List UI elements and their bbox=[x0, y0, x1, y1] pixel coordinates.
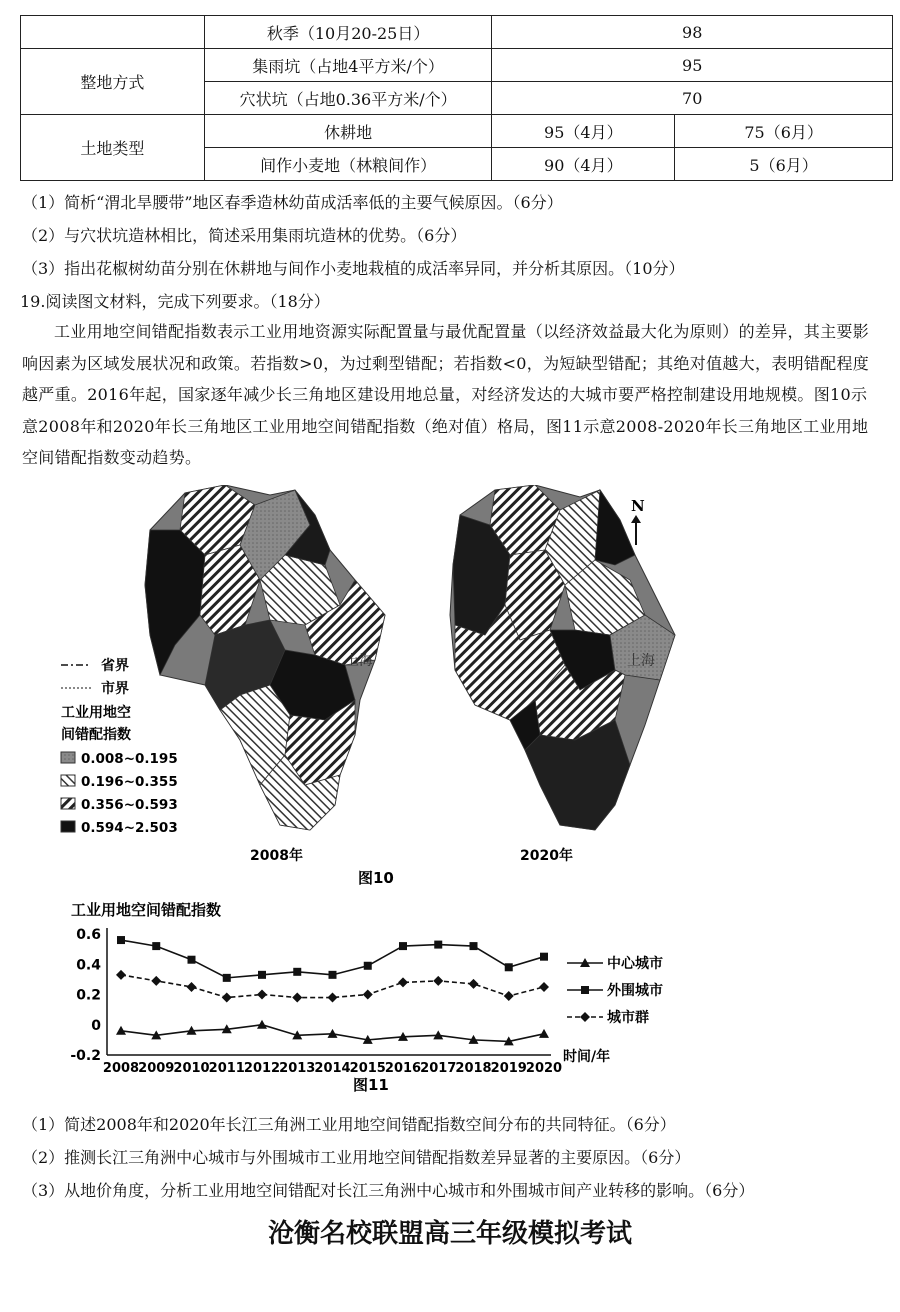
data-point-square bbox=[329, 971, 337, 979]
x-tick-label: 2016 bbox=[384, 1061, 422, 1076]
north-arrowhead-icon bbox=[631, 515, 641, 523]
question-18-2: （2）与穴状坑造林相比，简述采用集雨坑造林的优势。（6分） bbox=[22, 226, 467, 245]
table-cell: 95 bbox=[492, 49, 893, 82]
y-tick-label: 0.2 bbox=[76, 987, 101, 1004]
x-tick-label: 2011 bbox=[208, 1061, 245, 1076]
exam-title: 沧衡名校联盟高三年级模拟考试 bbox=[267, 1219, 632, 1249]
figure-10-legend bbox=[61, 657, 178, 836]
data-point-square bbox=[223, 974, 231, 982]
x-tick-label: 2020 bbox=[525, 1061, 563, 1076]
legend-label: 城市群 bbox=[607, 1010, 649, 1026]
north-label: N bbox=[631, 497, 645, 515]
data-point-square bbox=[470, 942, 478, 950]
data-point-square bbox=[293, 968, 301, 976]
x-tick-label: 2015 bbox=[349, 1061, 386, 1076]
question-19-1: （1）简述2008年和2020年长江三角洲工业用地空间错配指数空间分布的共同特征。（6分） bbox=[22, 1115, 676, 1134]
data-point-square bbox=[152, 942, 160, 950]
data-point-triangle bbox=[116, 1026, 126, 1035]
table-cell: 土地类型 bbox=[21, 115, 205, 181]
data-point-diamond bbox=[433, 976, 443, 986]
y-tick-label: 0.6 bbox=[76, 927, 101, 943]
question-18-1: （1）简析“渭北旱腰带”地区春季造林幼苗成活率低的主要气候原因。（6分） bbox=[22, 193, 563, 212]
legend-title-line1: 工业用地空 bbox=[61, 705, 131, 721]
legend-city-border: 市界 bbox=[101, 681, 129, 697]
y-tick-label: -0.2 bbox=[70, 1048, 101, 1064]
legend-label: 外围城市 bbox=[607, 983, 663, 999]
question-18-3: （3）指出花椒树幼苗分别在休耕地与间作小麦地栽植的成活率异同，并分析其原因。（10分） bbox=[22, 259, 685, 278]
table-cell: 70 bbox=[492, 82, 893, 115]
map-2008 bbox=[145, 485, 385, 830]
data-point-square bbox=[364, 962, 372, 970]
figure-11-chart bbox=[55, 897, 715, 1097]
table-row bbox=[21, 16, 893, 49]
table-cell: 98 bbox=[492, 16, 893, 49]
data-point-diamond bbox=[363, 990, 373, 1000]
data-point-diamond bbox=[222, 993, 232, 1003]
figure-10-maps bbox=[55, 485, 695, 890]
x-tick-label: 2018 bbox=[455, 1061, 492, 1076]
table-cell: 秋季（10月20-25日） bbox=[204, 16, 492, 49]
x-tick-label: 2010 bbox=[173, 1061, 210, 1076]
table-cell: 75（6月） bbox=[675, 115, 893, 148]
legend-class-3: 0.356~0.593 bbox=[81, 797, 178, 813]
planting-table bbox=[20, 15, 893, 181]
x-tick-label: 2019 bbox=[490, 1061, 527, 1076]
data-point-diamond bbox=[504, 991, 514, 1001]
x-tick-label: 2017 bbox=[420, 1061, 457, 1076]
y-tick-label: 0 bbox=[91, 1017, 101, 1034]
data-point-diamond bbox=[151, 976, 161, 986]
data-point-diamond bbox=[469, 979, 479, 989]
shanghai-label-2008: 上海 bbox=[345, 653, 373, 669]
table-cell: 穴状坑（占地0.36平方米/个） bbox=[204, 82, 492, 115]
data-point-diamond bbox=[292, 993, 302, 1003]
table-cell: 95（4月） bbox=[492, 115, 675, 148]
x-tick-label: 2013 bbox=[279, 1061, 316, 1076]
question-19-material: 工业用地空间错配指数表示工业用地资源实际配置量与最优配置量（以经济效益最大化为原则）的差异，其主要影响因素为区域发展状况和政策。若指数>0，为过剩型错配；若指数<0，为短缺型错配；其绝对值越大，表明错配程度越严重。2016年起，国家逐年减少长三角地区建设用地总量，对经济发达的大城市要严格控制建设用地规模。图10示意2008年和2020年长三角地区工业用地空间错配指数（绝对值）格局，图11示意2008-2020年长三角地区工业用地空间错配指数变动趋势。 bbox=[22, 322, 870, 467]
legend-class-1: 0.008~0.195 bbox=[81, 751, 178, 767]
legend-class-2: 0.196~0.355 bbox=[81, 774, 178, 790]
legend-title-line2: 间错配指数 bbox=[61, 727, 131, 743]
question-19-2: （2）推测长江三角洲中心城市与外围城市工业用地空间错配指数差异显著的主要原因。（6分） bbox=[22, 1148, 691, 1167]
figure-11-caption: 图11 bbox=[353, 1076, 389, 1094]
data-point-square bbox=[434, 941, 442, 949]
shanghai-label-2020: 上海 bbox=[627, 653, 655, 669]
chart-xlabel: 时间/年 bbox=[563, 1049, 611, 1065]
table-cell: 整地方式 bbox=[21, 49, 205, 115]
table-cell: 90（4月） bbox=[492, 148, 675, 181]
map-2020 bbox=[450, 485, 675, 830]
data-point-diamond bbox=[116, 970, 126, 980]
data-point-square bbox=[258, 971, 266, 979]
data-point-diamond bbox=[257, 990, 267, 1000]
data-point-triangle bbox=[539, 1029, 549, 1038]
x-tick-label: 2009 bbox=[138, 1061, 175, 1076]
table-cell: 间作小麦地（林粮间作） bbox=[204, 148, 492, 181]
data-point-diamond bbox=[328, 993, 338, 1003]
data-point-square bbox=[188, 956, 196, 964]
x-tick-label: 2008 bbox=[102, 1061, 140, 1076]
data-point-square bbox=[399, 942, 407, 950]
figure-10-caption: 图10 bbox=[358, 869, 394, 887]
table-cell: 集雨坑（占地4平方米/个） bbox=[204, 49, 492, 82]
data-point-diamond bbox=[539, 982, 549, 992]
data-point-square bbox=[540, 953, 548, 961]
table-row bbox=[21, 49, 893, 82]
data-point-diamond bbox=[398, 977, 408, 987]
data-point-square bbox=[505, 963, 513, 971]
y-tick-label: 0.4 bbox=[76, 957, 101, 974]
chart-ylabel: 工业用地空间错配指数 bbox=[71, 901, 222, 919]
question-19-3: （3）从地价角度，分析工业用地空间错配对长江三角洲中心城市和外围城市间产业转移的影响。（6分） bbox=[22, 1181, 755, 1200]
data-point-triangle bbox=[257, 1020, 267, 1029]
map-year-2008: 2008年 bbox=[250, 848, 303, 864]
legend-province-border: 省界 bbox=[101, 658, 129, 674]
x-tick-label: 2014 bbox=[314, 1061, 351, 1076]
legend-label: 中心城市 bbox=[607, 956, 663, 972]
map-year-2020: 2020年 bbox=[520, 848, 573, 864]
table-cell: 休耕地 bbox=[204, 115, 492, 148]
data-point-square bbox=[117, 936, 125, 944]
data-point-diamond bbox=[580, 1012, 590, 1022]
legend-class-4: 0.594~2.503 bbox=[81, 820, 178, 836]
table-row bbox=[21, 115, 893, 148]
question-19-heading: 19.阅读图文材料，完成下列要求。（18分） bbox=[20, 292, 330, 311]
x-tick-label: 2012 bbox=[243, 1061, 281, 1076]
table-cell: 5（6月） bbox=[675, 148, 893, 181]
data-point-diamond bbox=[187, 982, 197, 992]
data-point-square bbox=[581, 986, 589, 994]
